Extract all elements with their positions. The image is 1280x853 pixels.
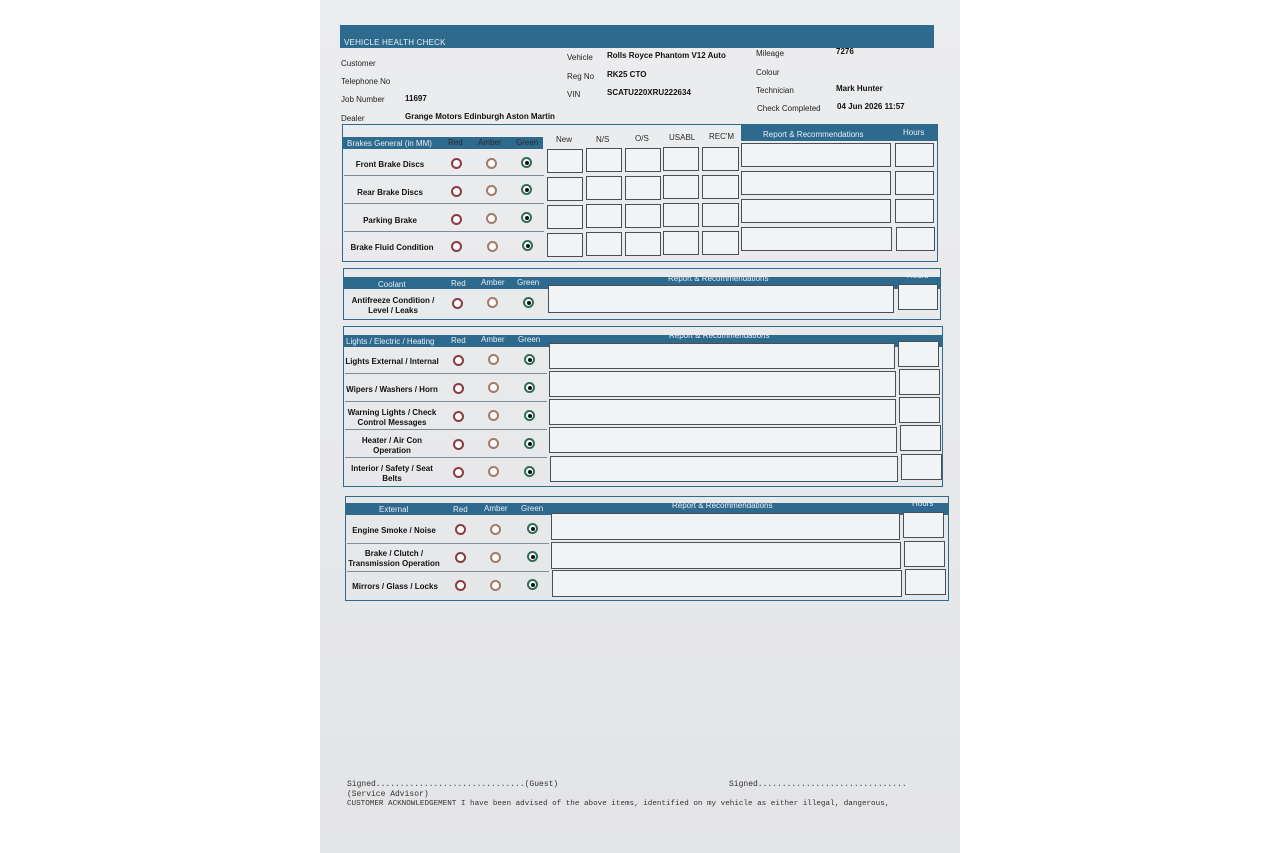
radio-amber[interactable] — [487, 241, 498, 252]
ns-field[interactable] — [586, 204, 622, 228]
colour-label: Colour — [756, 68, 780, 77]
brakes-title: Brakes General (in MM) — [347, 139, 432, 148]
external-col-amber: Amber — [484, 504, 508, 513]
external-col-red: Red — [453, 505, 468, 514]
row-label: Wipers / Washers / Horn — [346, 385, 438, 394]
radio-red[interactable] — [455, 524, 466, 535]
hours-field[interactable] — [896, 227, 935, 251]
reg-label: Reg No — [567, 72, 595, 81]
radio-red[interactable] — [453, 383, 464, 394]
row-label: Parking Brake — [363, 216, 417, 225]
new-field[interactable] — [547, 205, 583, 229]
hours-field[interactable] — [895, 171, 934, 195]
usabl-field[interactable] — [663, 147, 699, 171]
report-field[interactable] — [549, 343, 895, 369]
radio-amber[interactable] — [490, 580, 501, 591]
radio-amber[interactable] — [488, 382, 499, 393]
signed-guest: Signed...............................(Guest) — [347, 780, 559, 789]
radio-green[interactable] — [521, 184, 532, 195]
brakes-col-new: New — [556, 135, 573, 144]
external-hours-header: Hours — [912, 499, 934, 508]
lights-col-red: Red — [451, 336, 466, 345]
radio-red[interactable] — [451, 158, 462, 169]
radio-green[interactable] — [524, 466, 535, 477]
radio-amber[interactable] — [488, 410, 499, 421]
hours-field[interactable] — [905, 569, 946, 595]
radio-green[interactable] — [522, 240, 533, 251]
row-label: Interior / Safety / Seat Belts — [351, 464, 433, 483]
hours-field[interactable] — [899, 397, 940, 423]
lights-title: Lights / Electric / Heating — [346, 337, 435, 346]
vin-value: SCATU220XRU222634 — [607, 88, 691, 97]
report-field[interactable] — [551, 513, 900, 540]
hours-field[interactable] — [901, 454, 942, 480]
recm-field[interactable] — [702, 175, 739, 199]
row-label: Lights External / Internal — [345, 357, 439, 366]
radio-amber[interactable] — [486, 158, 497, 169]
radio-green[interactable] — [524, 438, 535, 449]
hours-field[interactable] — [900, 425, 941, 451]
row-label: Heater / Air Con Operation — [361, 436, 423, 455]
radio-amber[interactable] — [486, 213, 497, 224]
hours-field[interactable] — [895, 143, 934, 167]
dealer-label: Dealer — [341, 114, 365, 123]
row-label: Brake Fluid Condition — [350, 243, 434, 252]
radio-green[interactable] — [521, 212, 532, 223]
job-number-value: 11697 — [405, 94, 427, 103]
radio-green[interactable] — [523, 297, 534, 308]
row-label: Mirrors / Glass / Locks — [352, 582, 438, 591]
radio-red[interactable] — [455, 552, 466, 563]
radio-red[interactable] — [455, 580, 466, 591]
technician-label: Technician — [756, 86, 794, 95]
hours-field[interactable] — [904, 541, 945, 567]
technician-value: Mark Hunter — [836, 84, 883, 93]
recm-field[interactable] — [702, 231, 739, 255]
radio-green[interactable] — [521, 157, 532, 168]
usabl-field[interactable] — [663, 203, 699, 227]
radio-green[interactable] — [527, 579, 538, 590]
row-label: Antifreeze Condition / Level / Leaks — [351, 296, 435, 315]
report-field[interactable] — [741, 143, 891, 167]
report-field[interactable] — [741, 171, 891, 195]
radio-red[interactable] — [453, 439, 464, 450]
row-label: Rear Brake Discs — [357, 188, 423, 197]
service-advisor-label: (Service Advisor) — [347, 790, 429, 799]
external-col-green: Green — [521, 504, 544, 513]
report-field[interactable] — [549, 371, 896, 397]
os-field[interactable] — [625, 204, 661, 228]
radio-amber[interactable] — [490, 552, 501, 563]
radio-red[interactable] — [451, 186, 462, 197]
lights-hours-header: Hours — [908, 328, 930, 337]
coolant-report-header: Report & Recommendations — [668, 274, 769, 283]
recm-field[interactable] — [702, 147, 739, 171]
mileage-label: Mileage — [756, 49, 785, 58]
job-number-label: Job Number — [341, 95, 385, 104]
brakes-report-header: Report & Recommendations — [763, 130, 864, 139]
report-field[interactable] — [548, 285, 894, 313]
new-field[interactable] — [547, 233, 583, 257]
ns-field[interactable] — [586, 148, 622, 172]
os-field[interactable] — [625, 232, 661, 256]
coolant-hours-header: Hours — [907, 271, 929, 280]
signed-advisor: Signed............................... — [729, 780, 907, 789]
vin-label: VIN — [567, 90, 581, 99]
radio-red[interactable] — [451, 241, 462, 252]
brakes-col-recm: REC'M — [709, 132, 735, 141]
row-label: Engine Smoke / Noise — [352, 526, 436, 535]
recm-field[interactable] — [702, 203, 739, 227]
radio-red[interactable] — [453, 355, 464, 366]
customer-label: Customer — [341, 59, 376, 68]
mileage-value: 7276 — [836, 47, 854, 56]
brakes-col-amber: Amber — [478, 138, 502, 147]
hours-field[interactable] — [898, 284, 938, 310]
brakes-hours-header: Hours — [903, 128, 925, 137]
check-completed-value: 04 Jun 2026 11:57 — [837, 102, 905, 111]
coolant-col-amber: Amber — [481, 278, 505, 287]
radio-red[interactable] — [453, 411, 464, 422]
row-label: Front Brake Discs — [355, 160, 425, 169]
row-label: Brake / Clutch / Transmission Operation — [348, 549, 440, 568]
radio-green[interactable] — [524, 354, 535, 365]
reg-value: RK25 CTO — [607, 70, 647, 79]
hours-field[interactable] — [899, 369, 940, 395]
os-field[interactable] — [625, 148, 661, 172]
report-field[interactable] — [549, 427, 897, 453]
report-field[interactable] — [550, 456, 898, 482]
lights-col-green: Green — [518, 335, 541, 344]
report-field[interactable] — [552, 570, 902, 597]
radio-amber[interactable] — [488, 466, 499, 477]
brakes-col-ns: N/S — [596, 135, 610, 144]
external-report-header: Report & Recommendations — [672, 501, 773, 510]
brakes-col-green: Green — [516, 138, 539, 147]
radio-amber[interactable] — [488, 438, 499, 449]
radio-red[interactable] — [451, 214, 462, 225]
brakes-col-os: O/S — [635, 134, 649, 143]
hours-field[interactable] — [895, 199, 934, 223]
coolant-title: Coolant — [378, 280, 406, 289]
radio-green[interactable] — [527, 551, 538, 562]
radio-amber[interactable] — [486, 185, 497, 196]
radio-amber[interactable] — [487, 297, 498, 308]
lights-col-amber: Amber — [481, 335, 505, 344]
brakes-col-usabl: USABL — [669, 133, 696, 142]
form-title-bar — [340, 25, 934, 48]
brakes-col-red: Red — [448, 138, 463, 147]
coolant-col-green: Green — [517, 278, 540, 287]
hours-field[interactable] — [903, 512, 944, 538]
radio-red[interactable] — [453, 467, 464, 478]
new-field[interactable] — [547, 149, 583, 173]
form-title: VEHICLE HEALTH CHECK — [344, 38, 446, 47]
ns-field[interactable] — [586, 176, 622, 200]
usabl-field[interactable] — [663, 175, 699, 199]
check-completed-label: Check Completed — [757, 104, 821, 113]
external-title: External — [379, 505, 409, 514]
report-field[interactable] — [551, 542, 901, 569]
dealer-value: Grange Motors Edinburgh Aston Martin — [405, 112, 555, 121]
ns-field[interactable] — [586, 232, 622, 256]
vehicle-label: Vehicle — [567, 53, 593, 62]
coolant-col-red: Red — [451, 279, 466, 288]
row-label: Warning Lights / Check Control Messages — [347, 408, 437, 427]
report-field[interactable] — [549, 399, 896, 425]
radio-amber[interactable] — [490, 524, 501, 535]
radio-amber[interactable] — [488, 354, 499, 365]
radio-red[interactable] — [452, 298, 463, 309]
os-field[interactable] — [625, 176, 661, 200]
hours-field[interactable] — [898, 341, 939, 367]
radio-green[interactable] — [527, 523, 538, 534]
lights-report-header: Report & Recommendations — [669, 331, 770, 340]
usabl-field[interactable] — [663, 231, 699, 255]
vehicle-value: Rolls Royce Phantom V12 Auto — [607, 51, 726, 60]
customer-acknowledgement: CUSTOMER ACKNOWLEDGEMENT I have been advised of the above items, identified on my vehicle as either illegal, dangerous, — [347, 800, 890, 808]
new-field[interactable] — [547, 177, 583, 201]
radio-green[interactable] — [524, 410, 535, 421]
telephone-label: Telephone No — [341, 77, 391, 86]
report-field[interactable] — [741, 227, 892, 251]
report-field[interactable] — [741, 199, 891, 223]
radio-green[interactable] — [524, 382, 535, 393]
